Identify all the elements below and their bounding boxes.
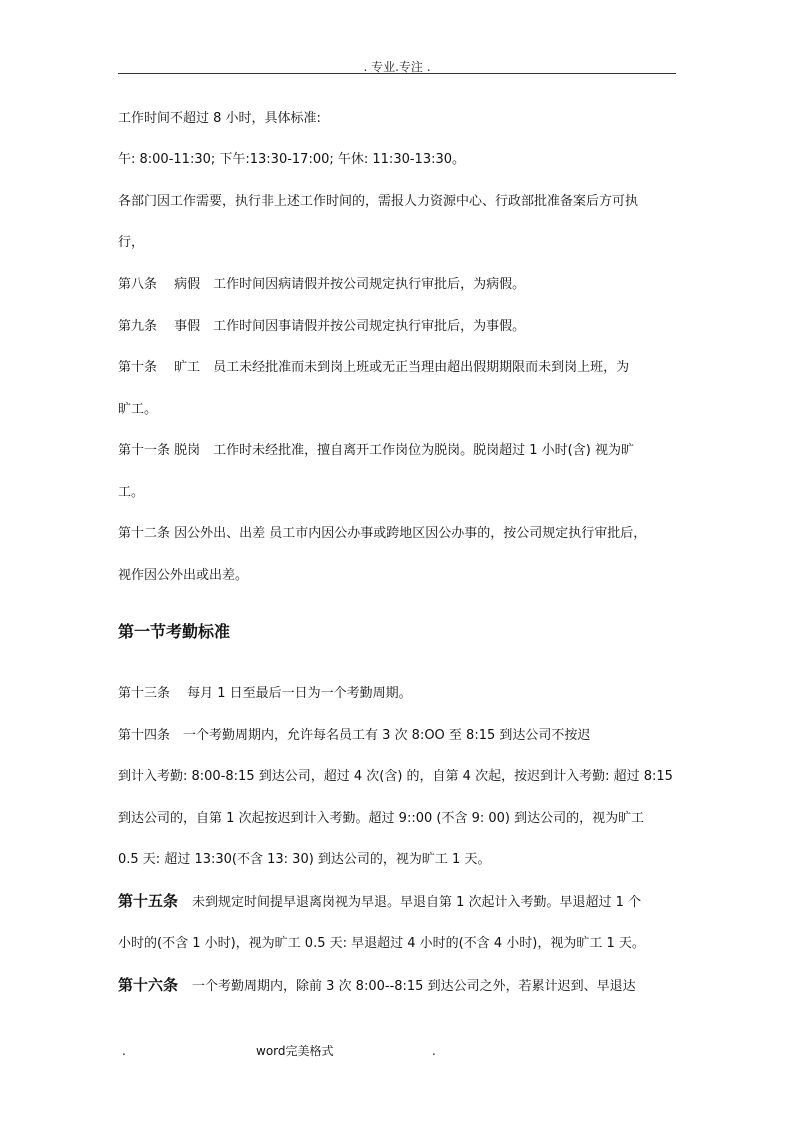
article-15 [118,892,693,912]
text-line: 旷工。 [118,402,158,417]
article-15-label: 第十五条 [118,892,179,910]
text-line: 到达公司的，自第 1 次起按迟到计入考勤。超过 9::00 (不含 9: 00) 到达公司的，视为旷工 [118,811,645,826]
article-16-label: 第十六条 [118,976,179,994]
text-line: 0.5 天: 超过 13:30(不含 13: 30) 到达公司的，视为旷工 1 天。 [118,852,491,867]
text-line: 第十四条 一个考勤周期内，允许每名员工有 3 次 8:OO 至 8:15 到达公司不按迟 [118,728,591,743]
footer-right-dot: . [432,1044,436,1058]
article-15-text: 未到规定时间提早退离岗视为早退。早退自第 1 次起计入考勤。早退超过 1 个 [192,895,642,910]
article-16 [118,976,693,996]
text-line: 第十三条 每月 1 日至最后一日为一个考勤周期。 [118,686,412,701]
text-line: 工。 [118,485,145,500]
text-line: 第九条 事假 工作时间因事请假并按公司规定执行审批后，为事假。 [118,319,526,334]
header-rule [118,73,676,74]
text-line: 第十一条 脱岗 工作时未经批准，擅自离开工作岗位为脱岗。脱岗超过 1 小时(含) 视为旷 [118,443,634,458]
text-line: 第八条 病假 工作时间因病请假并按公司规定执行审批后，为病假。 [118,277,526,292]
text-line: 视作因公外出或出差。 [118,568,249,583]
section-heading: 第一节考勤标准 [118,622,231,641]
footer-left-dot: . [122,1044,126,1058]
text-line: 第十二条 因公外出、出差 员工市内因公办事或跨地区因公办事的，按公司规定执行审批后， [118,526,647,541]
article-16-text: 一个考勤周期内，除前 3 次 8:00--8:15 到达公司之外，若累计迟到、早退达 [192,979,636,994]
text-line: 各部门因工作需要，执行非上述工作时间的，需报人力资源中心、行政部批准备案后方可执 [118,194,639,209]
text-line: 第十条 旷工 员工未经批准而未到岗上班或无正当理由超出假期期限而未到岗上班，为 [118,360,630,375]
text-line: 午: 8:00-11:30; 下午:13:30-17:00; 午休: 11:30-13:30。 [118,152,466,167]
text-line: 工作时间不超过 8 小时，具体标准: [118,111,321,126]
page-header: . 专业.专注 . [363,60,431,74]
text-line: 行， [118,235,145,250]
page-footer: word完美格式 [256,1044,334,1058]
text-line: 小时的(不含 1 小时)，视为旷工 0.5 天: 早退超过 4 小时的(不含 4 小时)，视为旷工 1 天。 [118,936,645,951]
text-line: 到计入考勤: 8:00-8:15 到达公司，超过 4 次(含) 的，自第 4 次起，按迟到计入考勤: 超过 8:15 [118,769,673,784]
